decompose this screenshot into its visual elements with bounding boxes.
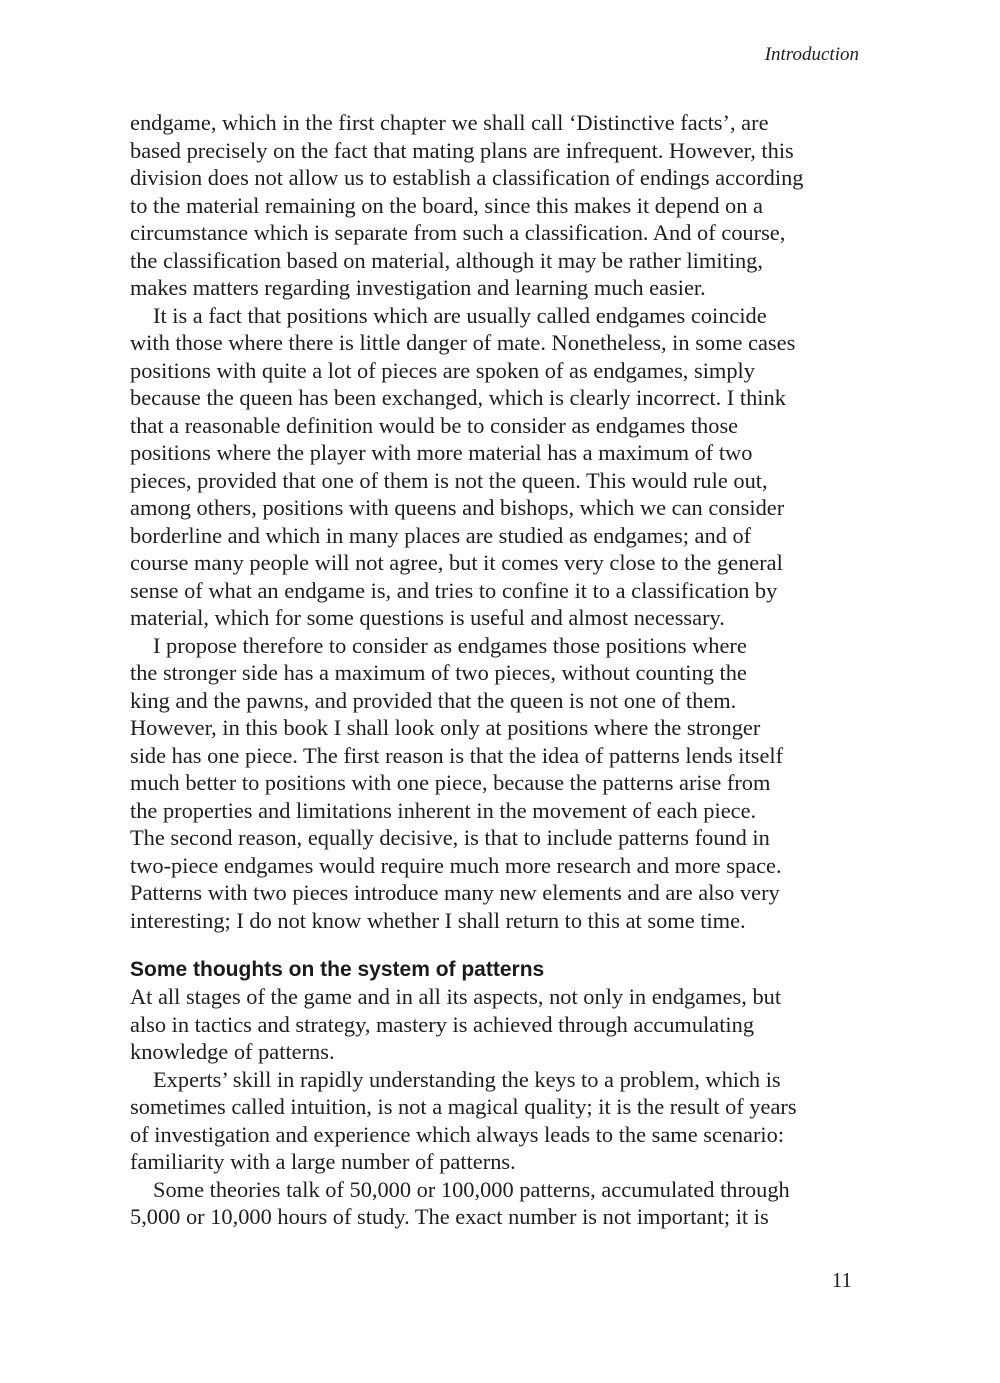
text-line: I propose therefore to consider as endgames those positions where [153, 632, 747, 658]
text-line: At all stages of the game and in all its aspects, not only in endgames, but [130, 984, 782, 1009]
text-line: based precisely on the fact that mating plans are infrequent. However, this [130, 137, 794, 163]
paragraph [130, 1176, 870, 1231]
text-line: the stronger side has a maximum of two pieces, without counting the [130, 660, 747, 685]
text-line: with those where there is little danger of mate. Nonetheless, in some cases [130, 330, 796, 355]
section-heading: Some thoughts on the system of patterns [130, 958, 545, 981]
text-line: However, in this book I shall look only at positions where the stronger [130, 715, 761, 740]
text-line: endgame, which in the first chapter we shall call ‘Distinctive facts’, are [130, 110, 769, 135]
paragraph [130, 302, 870, 632]
text-line: two-piece endgames would require much more research and more space. [130, 852, 782, 878]
text-line: borderline and which in many places are studied as endgames; and of [130, 522, 752, 548]
page-number: 11 [831, 1268, 852, 1292]
paragraphs-before-heading [130, 109, 870, 934]
text-line: It is a fact that positions which are usually called endgames coincide [153, 302, 767, 328]
paragraph [130, 632, 870, 935]
text-line: the properties and limitations inherent in the movement of each piece. [130, 797, 757, 823]
paragraphs-after-heading [130, 983, 870, 1231]
text-line: positions where the player with more material has a maximum of two [130, 440, 753, 465]
text-line: positions with quite a lot of pieces are spoken of as endgames, simply [130, 357, 755, 383]
page-body [130, 109, 870, 1231]
text-line: division does not allow us to establish a classification of endings according [130, 165, 804, 190]
text-line: among others, positions with queens and bishops, which we can consider [130, 495, 785, 520]
text-line: king and the pawns, and provided that the queen is not one of them. [130, 687, 737, 713]
text-line: of investigation and experience which always leads to the same scenario: [130, 1121, 785, 1147]
paragraph [130, 1066, 870, 1176]
text-line: material, which for some questions is useful and almost necessary. [130, 605, 725, 630]
text-line: to the material remaining on the board, since this makes it depend on a [130, 192, 763, 218]
text-line: Patterns with two pieces introduce many new elements and are also very [130, 880, 780, 905]
text-line: interesting; I do not know whether I shall return to this at some time. [130, 907, 746, 933]
text-line: course many people will not agree, but it comes very close to the general [130, 550, 783, 575]
paragraph [130, 109, 870, 302]
running-head: Introduction [764, 44, 859, 65]
text-line: Experts’ skill in rapidly understanding the keys to a problem, which is [153, 1066, 781, 1092]
text-line: much better to positions with one piece, because the patterns arise from [130, 770, 771, 795]
text-line: makes matters regarding investigation and learning much easier. [130, 275, 706, 300]
text-line: Some theories talk of 50,000 or 100,000 patterns, accumulated through [153, 1176, 790, 1202]
text-line: The second reason, equally decisive, is that to include patterns found in [130, 825, 770, 850]
text-line: pieces, provided that one of them is not the queen. This would rule out, [130, 467, 768, 493]
text-line: the classification based on material, although it may be rather limiting, [130, 247, 763, 273]
text-line: also in tactics and strategy, mastery is achieved through accumulating [130, 1011, 755, 1037]
text-line: familiarity with a large number of patterns. [130, 1149, 516, 1174]
text-line: sometimes called intuition, is not a magical quality; it is the result of years [130, 1094, 797, 1119]
text-line: sense of what an endgame is, and tries to confine it to a classification by [130, 577, 778, 603]
text-line: side has one piece. The first reason is that the idea of patterns lends itself [130, 742, 784, 768]
text-line: 5,000 or 10,000 hours of study. The exact number is not important; it is [130, 1204, 769, 1229]
paragraph [130, 983, 870, 1066]
text-line: circumstance which is separate from such a classification. And of course, [130, 220, 786, 245]
text-line: knowledge of patterns. [130, 1039, 335, 1064]
text-line: that a reasonable definition would be to consider as endgames those [130, 412, 739, 438]
text-line: because the queen has been exchanged, which is clearly incorrect. I think [130, 385, 786, 410]
